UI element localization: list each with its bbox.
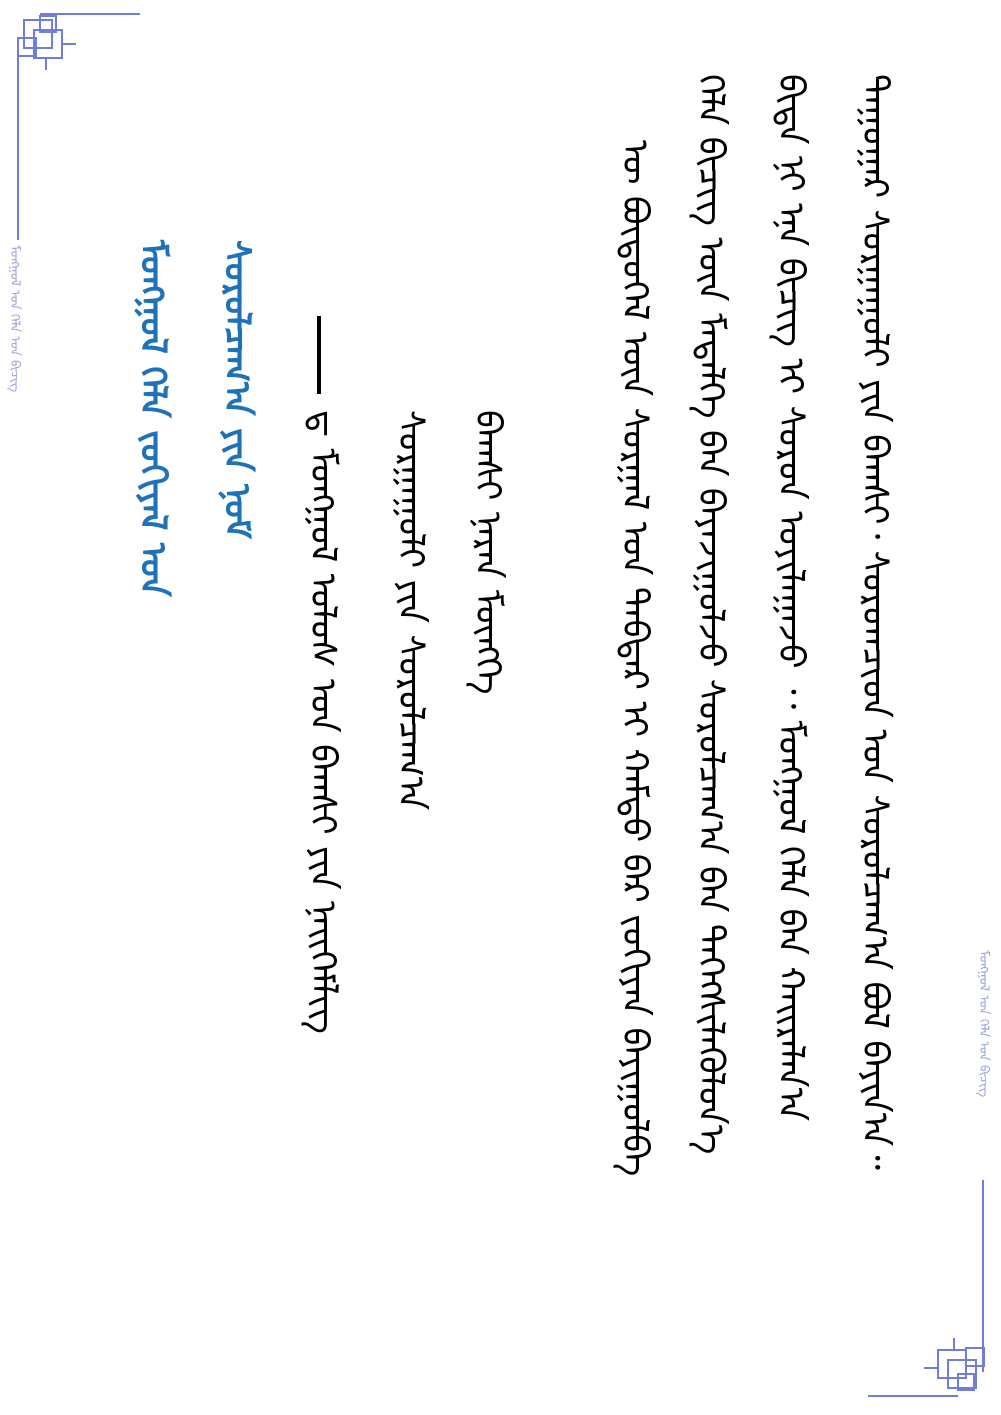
body-line-3: ᠬᠡᠯᠡ ᠪᠢᠴᠢᠭ ᠦᠨ ᠮᠡᠳᠡᠯᠭᠡ ᠪᠡᠨ ᠪᠠᠶᠠᠵᠢᠭᠤᠯᠵᠤ ᠰᠤᠷᠤᠯᠴᠠᠭ᠎ᠠ ᠪᠠᠨ ᠳᠡᠭᠡᠭᠰᠢᠯᠡᠭᠦᠯᠦᠨ᠎ᠡ xyxy=(690,74,731,1155)
side-stamp-left: ᠮᠣᠩᠭᠣᠯ ᠤᠨ ᠬᠡᠯᠡ ᠤᠨ ᠪᠢᠴᠢᠭ᠌ xyxy=(7,245,22,393)
author-line-3: ᠪᠠᠭᠰᠢ ᠨᠠᠷᠠᠨ ᠮᠥᠩᠬᠡ xyxy=(467,410,508,695)
body-line-2: ᠪᠢᠳᠡ ᠨᠢ ᠡᠨᠡ ᠪᠢᠴᠢᠭ ᠢ ᠰᠤᠷᠤᠨ ᠣᠶᠢᠯᠠᠭᠠᠵᠤ ᠂᠂ ᠮᠣᠩᠭᠣᠯ ᠬᠡᠯᠡ ᠪᠠᠨ ᠬᠠᠢᠷᠠᠯᠠᠨ᠎ᠠ xyxy=(770,74,811,1122)
title-line-1: ᠮᠣᠩᠭᠣᠯ ᠬᠡᠯᠡ ᠵᠣᠬᠢᠶᠠᠯ ᠤᠨ xyxy=(132,240,173,597)
body-line-4: ᠦ ᠪᠦᠲᠦᠭᠡᠯ ᠦᠨ ᠰᠤᠷᠭᠠᠯ ᠤᠨ ᠳᠡᠪᠲᠡᠷ ᠢ ᠬᠠᠮᠲᠤ ᠪᠡᠷ ᠵᠣᠬᠢᠶᠠᠨ ᠪᠠᠶᠢᠭᠤᠯᠪᠠ xyxy=(614,140,655,1177)
body-line-1: ᠳᠠᠭᠤᠭᠠᠷ ᠰᠤᠷᠭᠠᠭᠤᠯᠢ ᠶᠢᠨ ᠪᠠᠭᠰᠢ᠂ ᠰᠤᠷᠤᠭᠴᠢᠳ ᠤᠨ ᠰᠤᠷᠤᠯᠴᠠᠭ᠎ᠠ ᠪᠣᠯ ᠪᠠᠶᠢᠨ᠎ᠠ᠃ xyxy=(854,74,895,1170)
author-line-2: ᠰᠤᠷᠭᠠᠭᠤᠯᠢ ᠶᠢᠨ ᠰᠤᠷᠤᠯᠴᠠᠭ᠎ᠠ xyxy=(390,410,431,811)
title-line-2: ᠰᠤᠷᠤᠯᠴᠠᠭ᠎ᠠ ᠶᠢᠨ ᠨᠣᠮ xyxy=(216,240,257,539)
em-dash xyxy=(317,316,321,394)
corner-ornament-top-left xyxy=(0,0,150,250)
side-stamp-right: ᠮᠣᠩᠭᠣᠯ ᠤᠨ ᠬᠡᠯᠡ ᠤᠨ ᠪᠢᠴᠢᠭ᠌ xyxy=(976,950,991,1098)
author-line-1: ᠳ ᠮᠣᠩᠭᠣᠯ ᠤᠯᠤᠰ ᠤᠨ ᠪᠠᠭᠰᠢ ᠶᠢᠨ ᠨᠡᠢᠭᠡᠮᠯᠢᠭ xyxy=(302,410,343,1034)
